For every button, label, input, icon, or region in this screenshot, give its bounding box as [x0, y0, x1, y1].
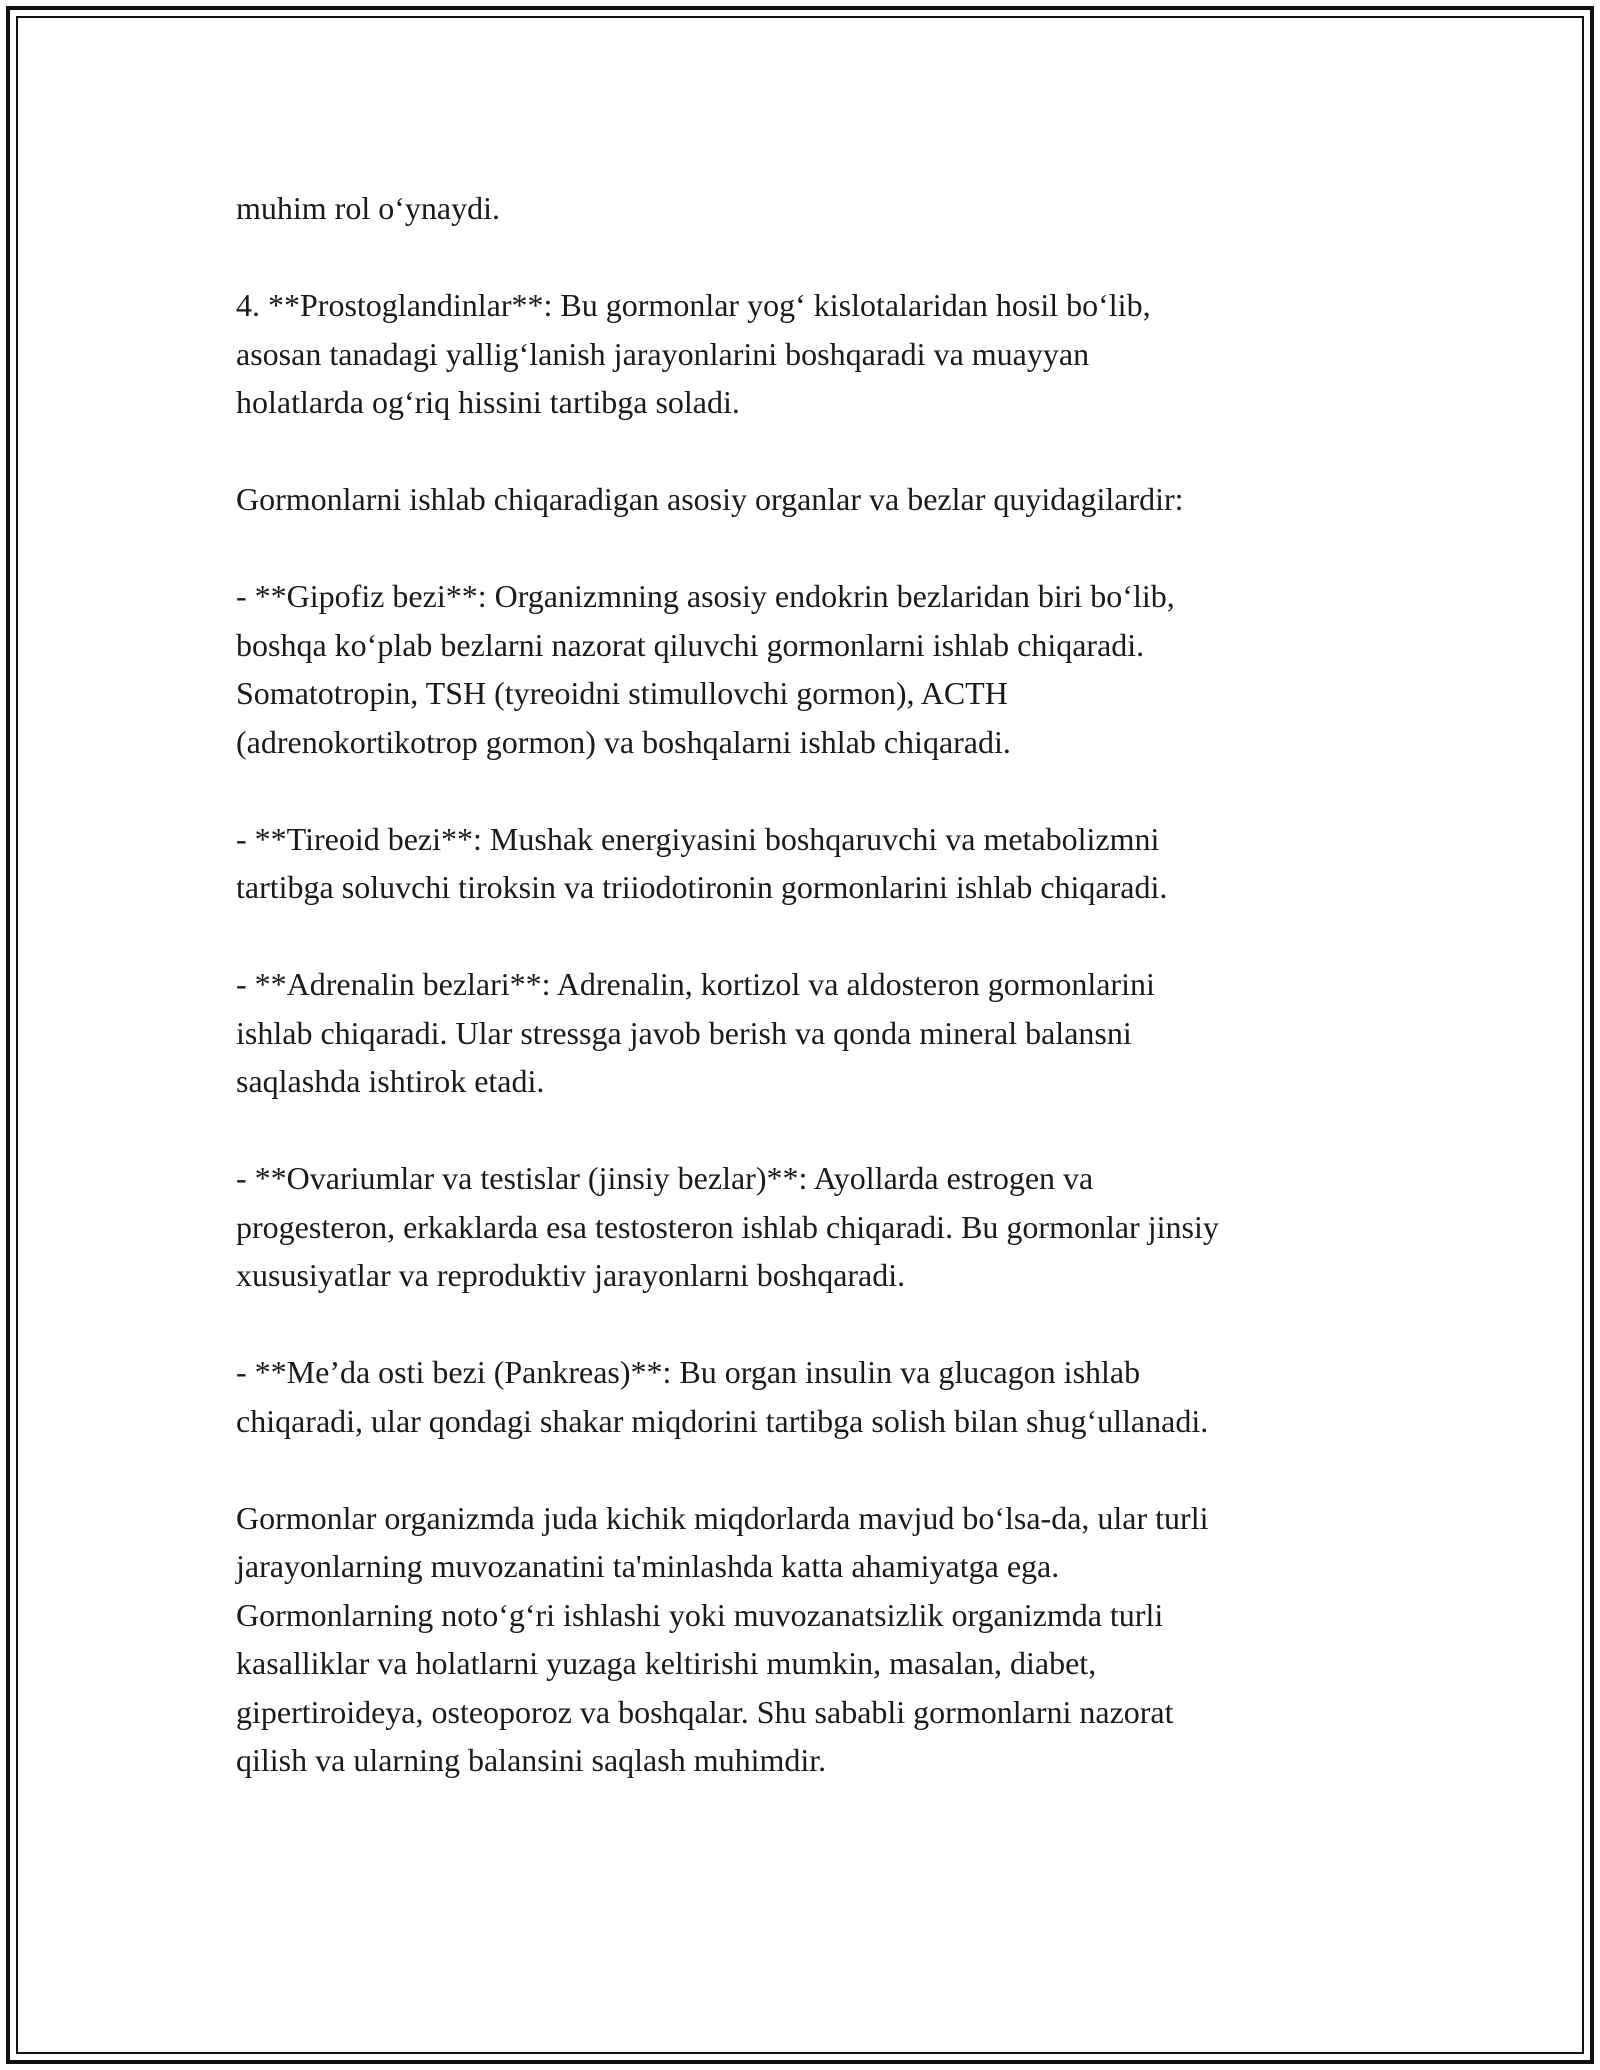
text-line: boshqa ko‘plab bezlarni nazorat qiluvchi gormonlarni ishlab chiqaradi.: [236, 626, 1145, 663]
text-line: tartibga soluvchi tiroksin va triiodotironin gormonlarini ishlab chiqaradi.: [236, 869, 1168, 905]
text-line: saqlashda ishtirok etadi.: [236, 1063, 545, 1099]
text-line: 4. **Prostoglandinlar**: Bu gormonlar yog‘ kislotalaridan hosil bo‘lib,: [236, 287, 1151, 323]
text-line: xususiyatlar va reproduktiv jarayonlarni boshqaradi.: [236, 1257, 906, 1293]
paragraph-gap: [236, 1300, 1386, 1349]
text-line: holatlarda og‘riq hissini tartibga soladi.: [236, 384, 740, 420]
text-line: Gormonlarni ishlab chiqaradigan asosiy organlar va bezlar quyidagilardir:: [236, 481, 1184, 517]
text-line: - **Gipofiz bezi**: Organizmning asosiy endokrin bezlaridan biri bo‘lib,: [236, 578, 1175, 614]
paragraph-gap: [236, 1445, 1386, 1494]
text-line: asosan tanadagi yallig‘lanish jarayonlarini boshqaradi va muayyan: [236, 335, 1090, 372]
text-line: jarayonlarning muvozanatini ta'minlashda katta ahamiyatga ega.: [236, 1548, 1060, 1584]
text-line: - **Adrenalin bezlari**: Adrenalin, kortizol va aldosteron gormonlarini: [236, 966, 1155, 1002]
text-line: ishlab chiqaradi. Ular stressga javob berish va qonda mineral balansni: [236, 1014, 1132, 1051]
paragraph-gap: [236, 912, 1386, 961]
text-line: chiqaradi, ular qondagi shakar miqdorini tartibga solish bilan shug‘ullanadi.: [236, 1402, 1209, 1439]
text-line: qilish va ularning balansini saqlash muhimdir.: [236, 1742, 827, 1778]
text-line: Gormonlarning noto‘g‘ri ishlashi yoki muvozanatsizlik organizmda turli: [236, 1596, 1164, 1633]
text-line: - **Me’da osti bezi (Pankreas)**: Bu organ insulin va glucagon ishlab: [236, 1354, 1141, 1390]
text-line: muhim rol o‘ynaydi.: [236, 190, 500, 226]
text-line: Gormonlar organizmda juda kichik miqdorlarda mavjud bo‘lsa-da, ular turli: [236, 1499, 1209, 1536]
text-line: - **Tireoid bezi**: Mushak energiyasini boshqaruvchi va metabolizmni: [236, 820, 1160, 857]
document-body: [236, 184, 1386, 1785]
text-line: (adrenokortikotrop gormon) va boshqalarni ishlab chiqaradi.: [236, 723, 1011, 760]
paragraph-gap: [236, 1106, 1386, 1155]
text-line: - **Ovariumlar va testislar (jinsiy bezlar)**: Ayollarda estrogen va: [236, 1160, 1094, 1196]
paragraph-gap: [236, 233, 1386, 282]
paragraph-gap: [236, 427, 1386, 476]
text-line: progesteron, erkaklarda esa testosteron ishlab chiqaradi. Bu gormonlar jinsiy: [236, 1208, 1219, 1245]
text-line: kasalliklar va holatlarni yuzaga keltirishi mumkin, masalan, diabet,: [236, 1645, 1097, 1681]
text-line: gipertiroideya, osteoporoz va boshqalar. Shu sababli gormonlarni nazorat: [236, 1693, 1174, 1730]
paragraph-gap: [236, 766, 1386, 815]
text-line: Somatotropin, TSH (tyreoidni stimullovchi gormon), ACTH: [236, 675, 1008, 711]
paragraph-gap: [236, 524, 1386, 573]
